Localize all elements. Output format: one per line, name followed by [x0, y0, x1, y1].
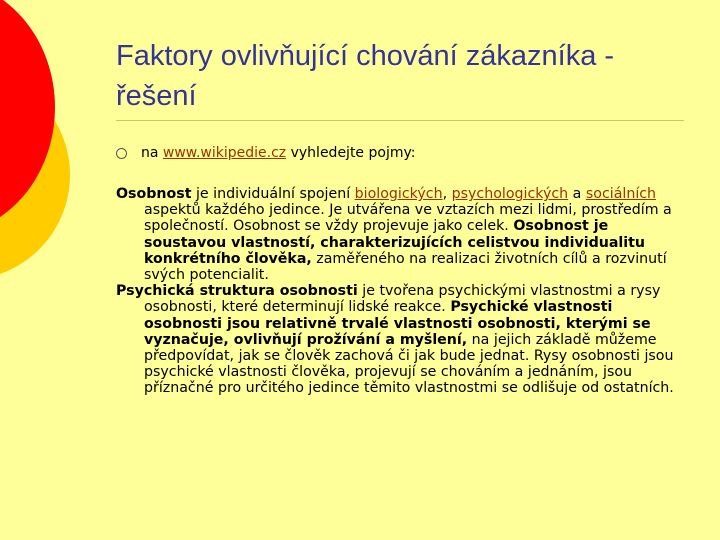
body-text: [116, 186, 688, 397]
paragraph-osobnost: [116, 186, 688, 283]
bullet-suffix: vyhledejte pojmy:: [286, 145, 416, 161]
link-psychologickych[interactable]: psychologických: [451, 186, 569, 202]
bold-definition: Osobnost je soustavou vlastností, charakterizujících celistvou individualitu konkrétního člověka,: [144, 218, 646, 267]
bullet-item: [116, 145, 415, 161]
text-fragment: na jejich základě můžeme předpovídat, jak se člověk zachová či jak bude jednat. Rysy osobnosti jsou psychické vlastnosti člověka, projevují se chováním a jednáním, jsou příznačné pro určitého jedince těmito vlastnostmi se odlišuje od ostatních.: [144, 331, 674, 397]
text-fragment: je tvořena psychickými vlastnostmi a rysy osobnosti, které determinují lidské reakce.: [144, 283, 661, 316]
bold-definition: Psychické vlastnosti osobnosti jsou relativně trvalé vlastnosti osobnosti, kterými se vyznačuje, ovlivňují prožívání a myšlení,: [144, 299, 651, 348]
bullet-prefix: na: [141, 145, 163, 161]
paragraph-psychicka-struktura: [116, 283, 688, 396]
slide-title: Faktory ovlivňující chování zákazníka - řešení: [116, 40, 615, 112]
title-divider: [116, 120, 684, 121]
text-fragment: je individuální spojení: [191, 186, 355, 202]
bullet-circle-icon: [116, 148, 127, 159]
text-fragment: aspektů každého jedince. Je utvářena ve vztazích mezi lidmi, prostředím a společností. Osobnost se vždy projevuje jako celek.: [144, 202, 672, 235]
term-osobnost: Osobnost: [116, 186, 192, 202]
text-fragment: ,: [442, 186, 452, 202]
text-fragment: a: [568, 186, 586, 202]
link-socialnich[interactable]: sociálních: [585, 186, 657, 202]
wikipedie-link[interactable]: www.wikipedie.cz: [162, 145, 287, 161]
term-psychicka-struktura: Psychická struktura osobnosti: [116, 283, 358, 300]
link-biologickych[interactable]: biologických: [354, 186, 443, 202]
text-fragment: zaměřeného na realizaci životních cílů a rozvinutí svých potencialit.: [144, 250, 667, 284]
